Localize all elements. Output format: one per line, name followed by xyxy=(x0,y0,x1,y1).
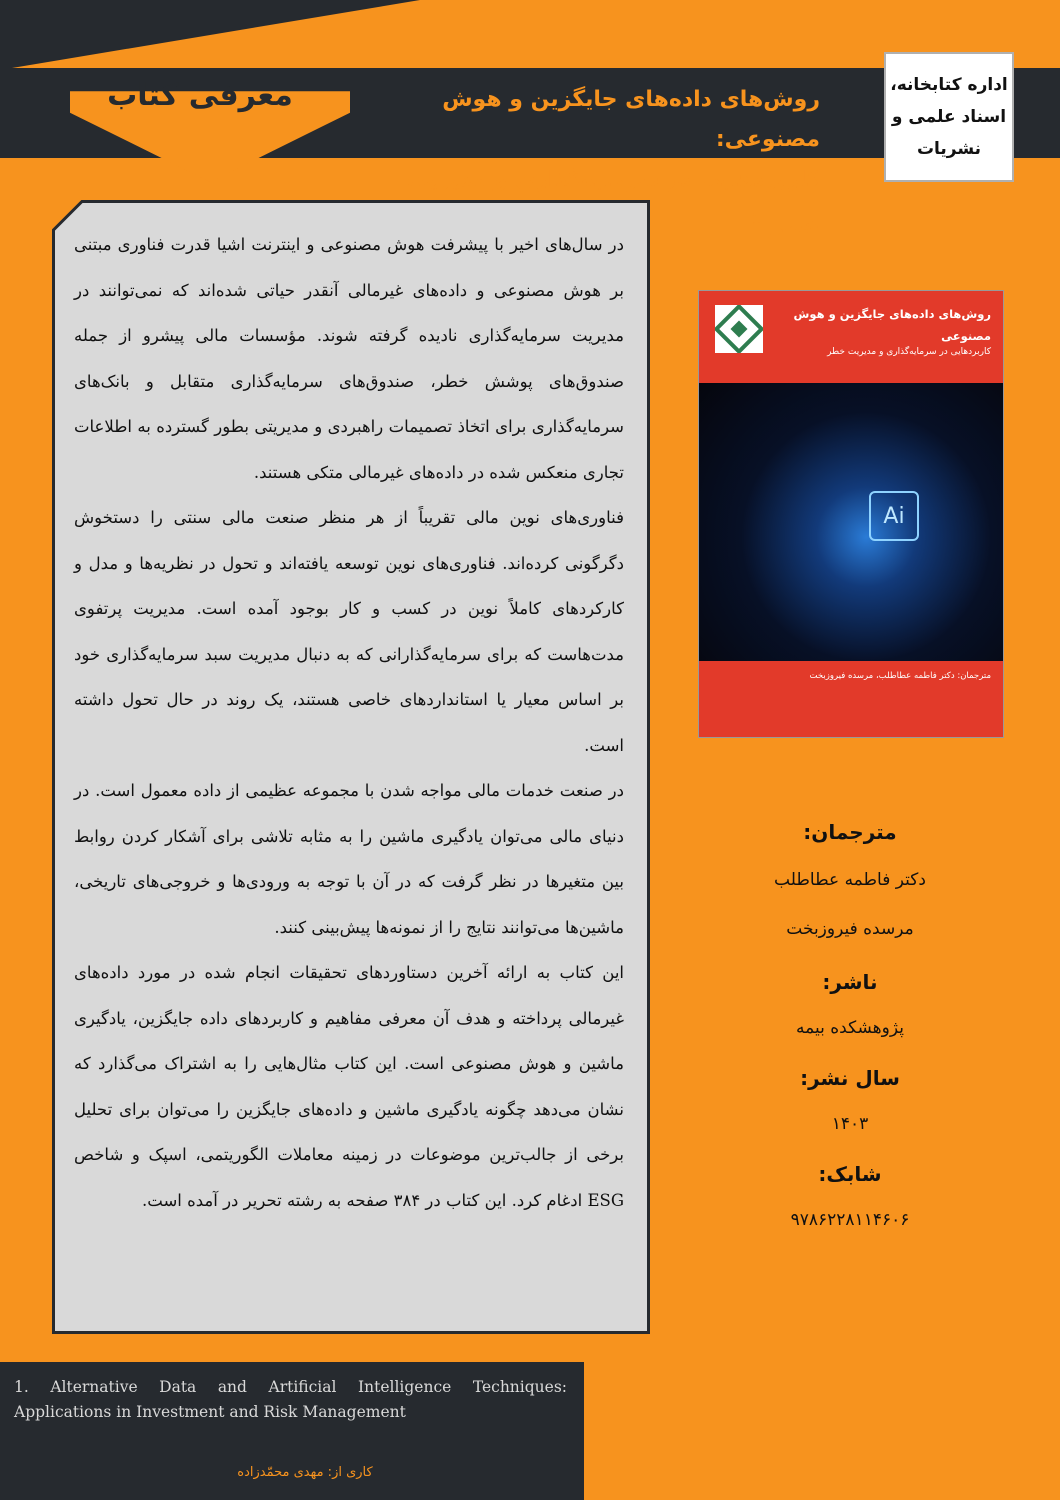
footnote-text: 1. Alternative Data and Artificial Intelligence Techniques: Applications in Investment and Risk Management xyxy=(14,1378,567,1421)
book-title-line-1: روش‌های داده‌های جایگزین و هوش مصنوعی: xyxy=(442,87,820,152)
footnote-mark: 1 xyxy=(751,212,762,228)
department-box xyxy=(884,52,1014,182)
ai-chip-icon: Ai xyxy=(869,491,919,541)
header-corner-shape xyxy=(0,0,420,70)
cover-subtitle: کاربردهایی در سرمایه‌گذاری و مدیریت خطر xyxy=(827,347,991,357)
year-label: سال نشر: xyxy=(800,1066,900,1090)
publisher-logo xyxy=(715,305,763,353)
cover-artwork xyxy=(699,383,1003,663)
cover-translators: مترجمان: دکتر فاطمه عطاطلب، مرسده فیروزبخت xyxy=(809,671,991,681)
year-value: ۱۴۰۳ xyxy=(831,1114,869,1134)
book-cover-image xyxy=(698,290,1004,738)
credit-text: کاری از: مهدی محمّدزاده xyxy=(237,1465,373,1480)
section-label: معرفی کتاب xyxy=(107,78,293,113)
book-title-line-2-text: کاربردهایی در سرمایه‌گذاری و مدیریت خطر xyxy=(406,167,820,239)
paragraph-3: در صنعت خدمات مالی مواجه شدن با مجموعه عظیمی از داده معمول است. در دنیای مالی می‌توان یادگیری ماشین را به مثابه تلاشی برای آشکار کردن روابط بین متغیرها در نظر گرفت که در آن با توجه به ورودی‌ها و خروجی‌های تاریخی، ماشین‌ها می‌توانند نتایج را از نمونه‌ها پیش‌بینی کنند. xyxy=(74,781,624,937)
translator-2: مرسده فیروزبخت xyxy=(786,919,914,939)
paragraph-4: این کتاب به ارائه آخرین دستاوردهای تحقیقات انجام شده در مورد داده‌های غیرمالی پرداخته و هدف آن معرفی مفاهیم و کاربردهای داده جایگزین، یادگیری ماشین و هوش مصنوعی است. این کتاب مثال‌هایی را به اشتراک می‌گذارد که نشان می‌دهد چگونه یادگیری ماشین و داده‌های جایگزین را می‌توان برای تحلیل برخی از جالب‌ترین موضوعات در زمینه معاملات الگوریتمی، اسپک و شاخص ESG ادغام کرد. این کتاب در ۳۸۴ صفحه به رشته تحریر در آمده است. xyxy=(74,963,624,1210)
paragraph-1: در سال‌های اخیر با پیشرفت هوش مصنوعی و اینترنت اشیا قدرت فناوری مبتنی بر هوش مصنوعی و داده‌های غیرمالی آنقدر حیاتی شده‌اند که نمی‌توانند در مدیریت سرمایه‌گذاری نادیده گرفته شوند. مؤسسات مالی پیشرو از جمله صندوق‌های پوشش خطر، صندوق‌های سرمایه‌گذاری متقابل و بانک‌های سرمایه‌گذاری برای اتخاذ تصمیمات راهبردی و مدیریتی بطور گسترده به اطلاعات تجاری منعکس شده در داده‌های غیرمالی متکی هستند. xyxy=(74,235,624,482)
cover-title: روش‌های داده‌های جایگزین و هوش مصنوعی xyxy=(793,307,991,343)
publisher-label: ناشر: xyxy=(822,970,878,994)
paragraph-2: فناوری‌های نوین مالی تقریباً از هر منظر صنعت مالی سنتی را دستخوش دگرگونی کرده‌اند. فناوری‌های نوین توسعه یافته‌اند و تحول در نظریه‌ها و مدل و کارکردهای کاملاً نوین در کسب و کار بوجود آمده است. مدیریت پرتفوی مدت‌هاست که برای سرمایه‌گذارانی که به دنبال مدیریت سبد سرمایه‌گذاری خود بر اساس معیار یا استانداردهای خاصی هستند، یک روند در حال تحول داشته است. xyxy=(74,508,624,755)
isbn-value: ۹۷۸۶۲۲۸۱۱۴۶۰۶ xyxy=(790,1210,910,1230)
translators-label: مترجمان: xyxy=(803,820,897,844)
department-name: اداره کتابخانه، اسناد علمی و نشریات xyxy=(890,75,1008,159)
isbn-label: شابک: xyxy=(818,1162,882,1186)
publisher-name: پژوهشکده بیمه xyxy=(796,1018,904,1038)
body-text xyxy=(74,222,624,1223)
translator-1: دکتر فاطمه عطاطلب xyxy=(774,870,926,890)
